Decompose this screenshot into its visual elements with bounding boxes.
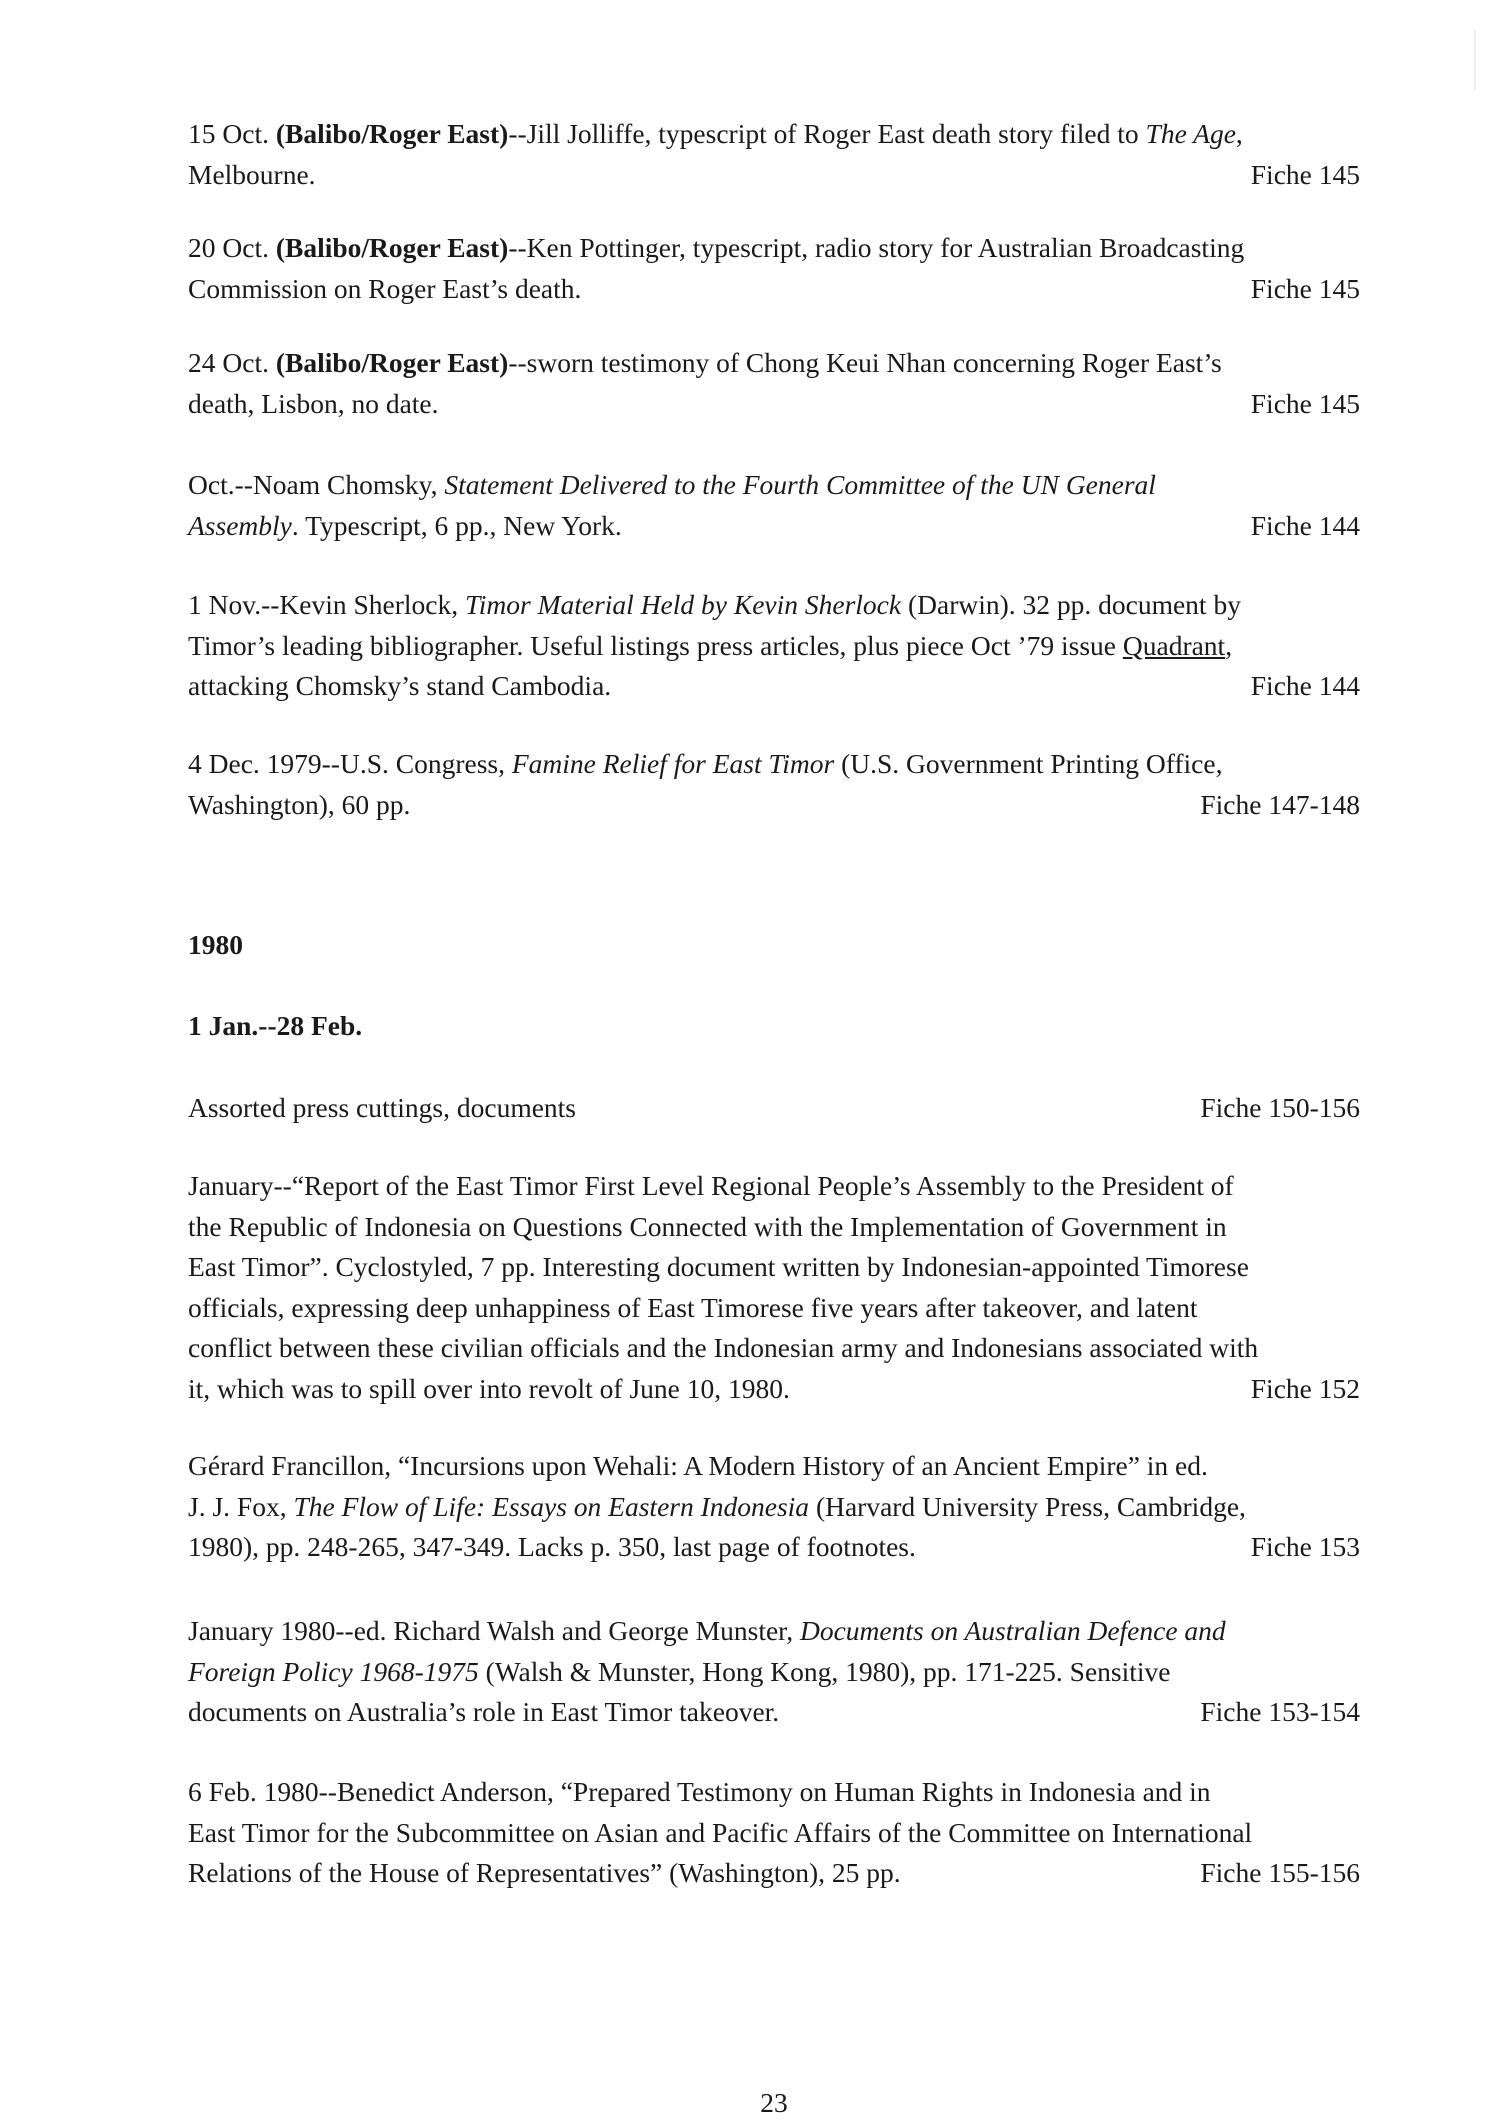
entry-line [188,1652,1360,1693]
entry-text [188,1652,1171,1693]
entry-text-segment: (Balibo/Roger East) [275,118,509,149]
entry-line [188,744,1360,785]
bibliography-entry [188,585,1360,707]
bibliography-entry [188,465,1360,546]
entry-text-segment: (Harvard University Press, Cambridge, [809,1490,1246,1522]
entry-text [188,1487,1246,1528]
entry-text-segment: Timor Material Held by Kevin Sherlock [464,589,902,620]
entry-text [188,1611,1226,1652]
section-range-heading: 1 Jan.--28 Feb. [188,1010,363,1041]
entry-line [188,1487,1360,1528]
bibliography-entry [188,343,1360,424]
entry-text-segment: East Timor”. Cyclostyled, 7 pp. Interesting document written by Indonesian-appointed Timorese [188,1251,1249,1282]
entry-line [188,626,1360,667]
entry-text-segment: Documents on Australian Defence and [799,1615,1226,1646]
fiche-reference: Fiche 153-154 [1200,1696,1360,1727]
entry-line [188,228,1360,269]
entry-text [188,1853,901,1894]
scan-edge-mark [1474,30,1476,90]
bibliography-entry [188,1611,1360,1733]
entry-line [188,465,1360,506]
bibliography-entry [188,228,1360,309]
bibliography-entry [188,1088,1360,1129]
bibliography-entry [188,114,1360,195]
entry-line [188,155,1360,196]
fiche-reference: Fiche 147-148 [1200,788,1360,820]
entry-text [188,155,316,196]
entry-text-segment: (Balibo/Roger East) [275,232,509,263]
entry-line [188,1813,1360,1854]
fiche-reference: Fiche 144 [1250,670,1360,701]
entry-text-segment: Quadrant [1122,629,1226,661]
entry-text [188,626,1232,667]
entry-line [188,343,1360,384]
entry-text-segment: Commission on Roger East’s death. [188,272,582,304]
entry-line [188,1207,1360,1248]
entry-text-segment: 20 Oct. [188,232,276,263]
entry-text-segment: 4 Dec. 1979--U.S. Congress, [188,748,512,779]
entry-text-segment: Assembly [188,509,292,541]
fiche-reference: Fiche 144 [1250,509,1360,541]
entry-text [188,785,410,826]
entry-line [188,1166,1360,1207]
entry-line [188,1692,1360,1733]
entry-text-segment: Foreign Policy 1968-1975 [188,1655,479,1687]
entry-line [188,1527,1360,1568]
entry-text-segment: --sworn testimony of Chong Keui Nhan concerning Roger East’s [508,347,1222,378]
fiche-reference: Fiche 150-156 [1200,1092,1360,1123]
entry-text-segment: Oct.--Noam Chomsky, [188,469,445,500]
entry-text [188,1207,1227,1248]
entry-text-segment: January--“Report of the East Timor First Level Regional People’s Assembly to the President of [188,1170,1234,1201]
entry-text [188,1088,576,1129]
fiche-reference: Fiche 152 [1250,1372,1360,1404]
bibliography-entry [188,1772,1360,1894]
entry-line [188,1247,1360,1288]
fiche-reference: Fiche 155-156 [1200,1857,1360,1888]
entry-line [188,585,1360,626]
entry-text [188,465,1156,506]
entry-text-segment: Washington), 60 pp. [188,788,411,820]
fiche-reference: Fiche 145 [1250,272,1360,304]
entry-text-segment: conflict between these civilian officials and the Indonesian army and Indonesians associated with [188,1332,1259,1363]
entry-text [188,269,581,310]
entry-text-segment: 15 Oct. [188,118,276,149]
entry-text-segment: Timor’s leading bibliographer. Useful listings press articles, plus piece Oct ’79 issue [188,629,1123,661]
entry-line [188,1369,1360,1410]
entry-text [188,1813,1252,1854]
fiche-reference: Fiche 145 [1250,158,1360,190]
entry-text [188,585,1241,626]
entry-text [188,744,1222,785]
entry-text-segment: (Darwin). 32 pp. document by [901,589,1241,620]
entry-line [188,1088,1360,1129]
entry-text-segment: Assorted press cuttings, documents [188,1092,577,1123]
entry-text [188,1328,1258,1369]
entry-text-segment: J. J. Fox, [188,1490,294,1522]
entry-text-segment: Statement Delivered to the Fourth Committee of the UN General [444,469,1156,500]
entry-line [188,269,1360,310]
entry-text [188,228,1244,269]
entry-line [188,506,1360,547]
bibliography-entry [188,1166,1360,1409]
entry-text [188,1166,1234,1207]
entry-text-segment: the Republic of Indonesia on Questions Connected with the Implementation of Government in [188,1210,1227,1242]
entry-line [188,114,1360,155]
entry-line [188,1853,1360,1894]
entry-text [188,1288,1197,1329]
entry-text [188,666,611,707]
section-year-heading: 1980 [188,929,243,960]
entry-text [188,343,1222,384]
entry-text-segment: (Walsh & Munster, Hong Kong, 1980), pp. 171-225. Sensitive [478,1655,1171,1687]
entry-line [188,666,1360,707]
page-number: 23 [760,2087,788,2118]
entry-text-segment: 1 Nov.--Kevin Sherlock, [188,589,465,620]
entry-line [188,384,1360,425]
entry-text-segment: , [1235,118,1243,149]
bibliography-entry [188,744,1360,825]
entry-text [188,1446,1208,1487]
fiche-reference: Fiche 145 [1250,387,1360,419]
entry-line [188,1328,1360,1369]
entry-text-segment: death, Lisbon, no date. [188,387,439,419]
entry-text-segment: January 1980--ed. Richard Walsh and George Munster, [188,1615,800,1646]
entry-text-segment: 1980), pp. 248-265, 347-349. Lacks p. 350, last page of footnotes. [188,1531,916,1562]
entry-text-segment: Relations of the House of Representatives” (Washington), 25 pp. [188,1857,901,1888]
entry-text-segment: East Timor for the Subcommittee on Asian and Pacific Affairs of the Committee on International [188,1816,1253,1848]
entry-text-segment: (Balibo/Roger East) [275,347,509,378]
entry-text [188,506,622,547]
bibliography-entry [188,1446,1360,1568]
entry-text [188,1369,790,1410]
entry-line [188,1611,1360,1652]
entry-line [188,1446,1360,1487]
entry-text [188,1692,779,1733]
document-page [188,0,1360,2118]
entry-text-segment: Melbourne. [188,158,316,190]
entry-text-segment: The Flow of Life: Essays on Eastern Indonesia [293,1490,810,1522]
entry-text [188,1772,1211,1813]
entry-text-segment: The Age [1145,118,1236,149]
entry-line [188,1288,1360,1329]
entry-text-segment: officials, expressing deep unhappiness of East Timorese five years after takeover, and latent [188,1291,1198,1323]
entry-text [188,1527,916,1568]
entry-text-segment: Famine Relief for East Timor [511,748,835,779]
fiche-reference: Fiche 153 [1250,1531,1360,1562]
entry-text [188,114,1243,155]
entry-text-segment: it, which was to spill over into revolt of June 10, 1980. [188,1372,790,1404]
entry-line [188,1772,1360,1813]
entry-text-segment: 24 Oct. [188,347,276,378]
entry-text-segment: , [1225,629,1233,661]
entry-text-segment: documents on Australia’s role in East Timor takeover. [188,1696,780,1727]
entry-text-segment: . Typescript, 6 pp., New York. [291,509,622,541]
entry-text [188,384,439,425]
entry-text-segment: --Jill Jolliffe, typescript of Roger East death story filed to [508,118,1146,149]
entry-text-segment: (U.S. Government Printing Office, [834,748,1223,779]
entry-text-segment: --Ken Pottinger, typescript, radio story for Australian Broadcasting [508,232,1245,263]
entry-text [188,1247,1249,1288]
entry-text-segment: Gérard Francillon, “Incursions upon Wehali: A Modern History of an Ancient Empire” in ed. [188,1450,1208,1481]
entry-text-segment: attacking Chomsky’s stand Cambodia. [188,670,612,701]
entry-line [188,785,1360,826]
entry-text-segment: 6 Feb. 1980--Benedict Anderson, “Prepared Testimony on Human Rights in Indonesia and in [188,1776,1211,1807]
